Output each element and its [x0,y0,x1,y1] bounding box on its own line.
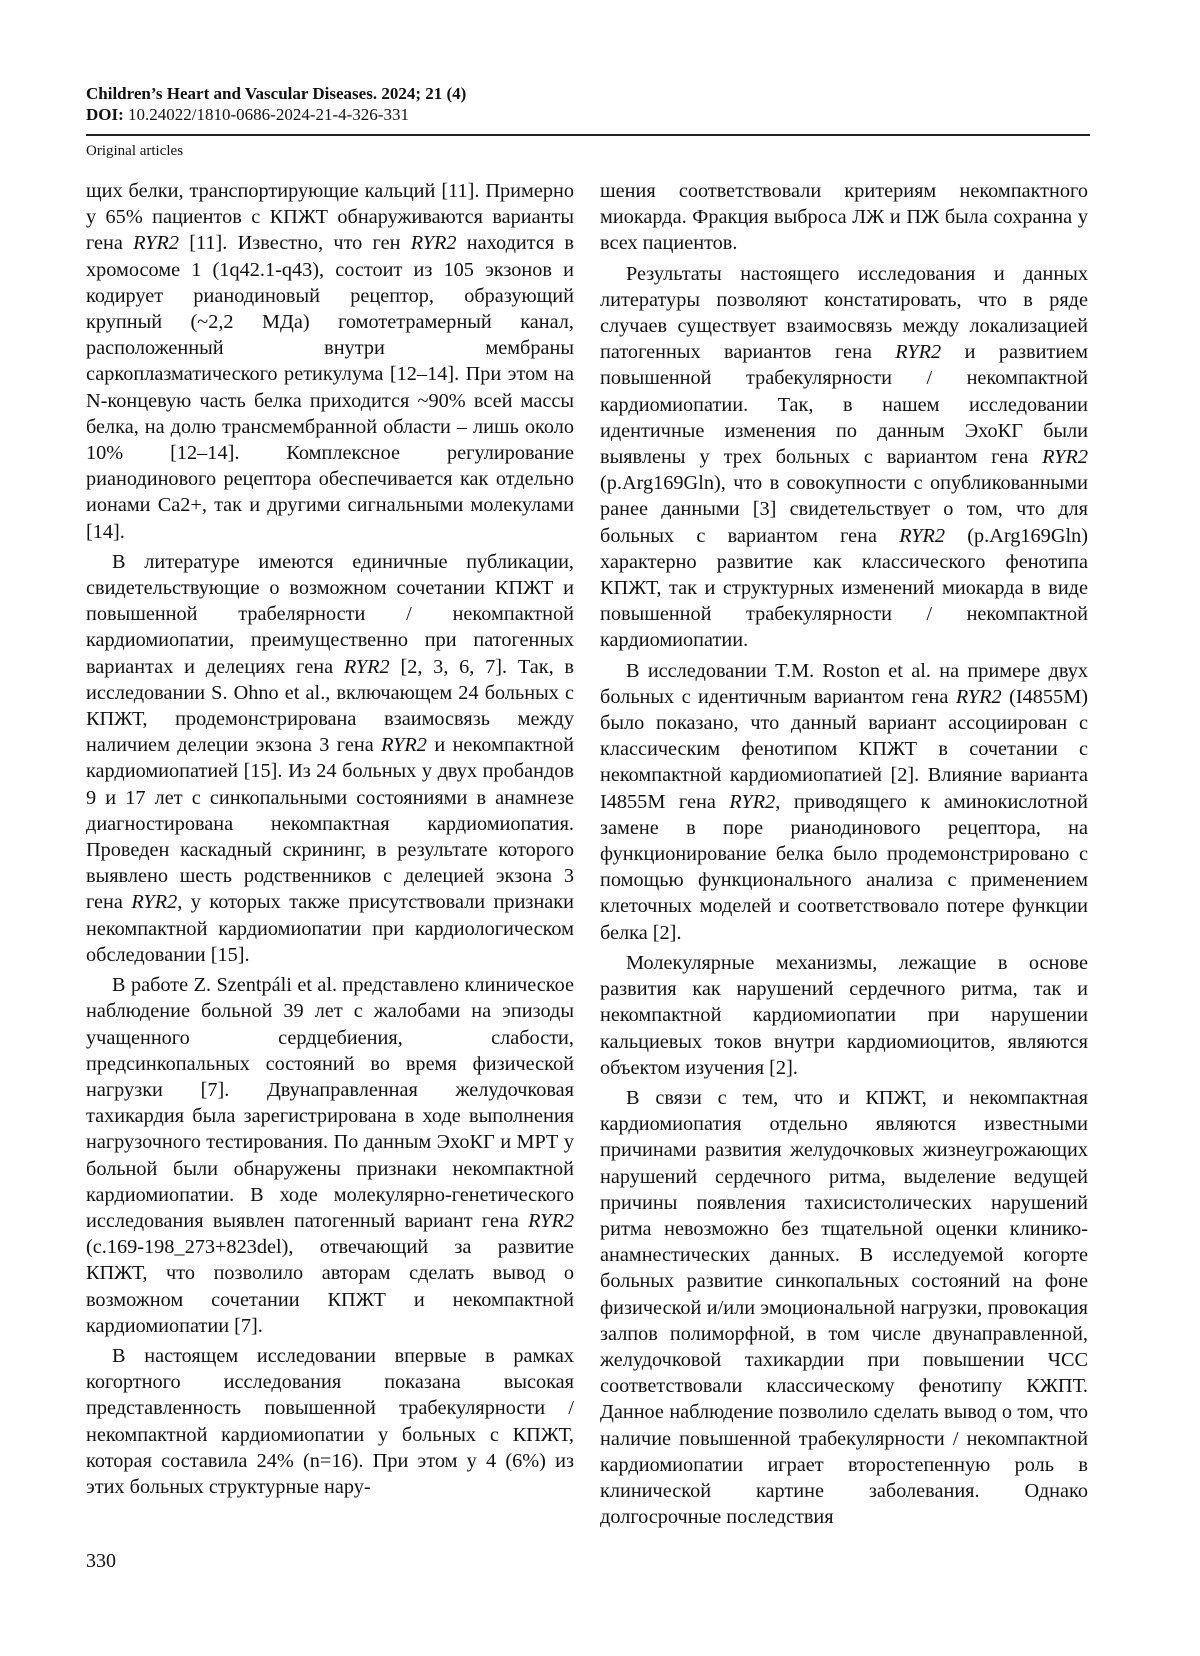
paragraph: шения соответствовали критериям некомпактного миокарда. Фракция выброса ЛЖ и ПЖ была сохранна у всех пациентов. [600,180,1088,255]
right-text-column [600,178,1088,1530]
journal-title: Children’s Heart and Vascular Diseases. 2024; 21 (4) [86,84,467,103]
paragraph: щих белки, транспортирующие кальций [11]. Примерно у 65% пациентов с КПЖТ обнаруживаются варианты гена RYR2 [11]. Известно, что ген RYR2 находится в хромосоме 1 (1q42.1-q43), состоит из 105 экзонов и кодирует рианодиновый рецептор, образующий крупный (~2,2 МДа) гомотетрамерный канал, расположенный внутри мембраны саркоплазматического ретикулума [12–14]. При этом на N-концевую часть белка приходится ~90% всей массы белка, на долю трансмембранной области – лишь около 10% [12–14]. Комплексное регулирование рианодинового рецептора обеспечивается как отдельно ионами Ca2+, так и другими сигнальными молекулами [14]. [86,180,574,543]
doi-line [86,104,1120,125]
running-header [86,83,1120,125]
section-label: Original articles [86,143,184,159]
paragraph: В настоящем исследовании впервые в рамках когортного исследования показана высокая представленность повышенной трабекулярности / некомпактной кардиомиопатии у больных с КПЖТ, которая составила 24% (n=16). При этом у 4 (6%) из этих больных структурные нару- [86,1344,574,1498]
paragraph: В связи с тем, что и КПЖТ, и некомпактная кардиомиопатия отдельно являются известными причинами развития желудочковых жизнеугрожающих нарушений сердечного ритма, выделение ведущей причины появления тахисистолических нарушений ритма невозможно без тщательной оценки клинико-анамнестических данных. В исследуемой когорте больных развитие синкопальных состояний на фоне физической и/или эмоциональной нагрузки, провокация залпов полиморфной, в том числе двунаправленной, желудочковой тахикардии при повышении ЧСС соответствовали классическому фенотипу КЖПТ. Данное наблюдение позволило сделать вывод о том, что наличие повышенной трабекулярности / некомпактной кардиомиопатии играет второстепенную роль в клинической картине заболевания. Однако долгосрочные последствия [600,1086,1088,1529]
paragraph: В литературе имеются единичные публикации, свидетельствующие о возможном сочетании КПЖТ и повышенной трабелярности / некомпактной кардиомиопатии, преимущественно при патогенных вариантах и делециях гена RYR2 [2, 3, 6, 7]. Так, в исследовании S. Ohno et al., включающем 24 больных с КПЖТ, продемонстрирована взаимосвязь между наличием делеции экзона 3 гена RYR2 и некомпактной кардиомиопатией [15]. Из 24 больных у двух пробандов 9 и 17 лет с синкопальными состояниями в анамнезе диагностирована некомпактная кардиомиопатия. Проведен каскадный скрининг, в результате которого выявлено шесть родственников с делецией экзона 3 гена RYR2, у которых также присутствовали признаки некомпактной кардиомиопатии при кардиологическом обследовании [15]. [86,550,575,966]
doi-value: 10.24022/1810-0686-2024-21-4-326-331 [123,105,409,124]
paragraph: В работе Z. Szentpáli et al. представлено клиническое наблюдение больной 39 лет с жалобами на эпизоды учащенного сердцебиения, слабости, предсинкопальных состояний во время физической нагрузки [7]. Двунаправленная желудочковая тахикардия была зарегистрирована в ходе выполнения нагрузочного тестирования. По данным ЭхоКГ и МРТ у больной были обнаружены признаки некомпактной кардиомиопатии. В ходе молекулярно-генетического исследования выявлен патогенный вариант гена RYR2 (c.169-198_273+823del), отвечающий за развитие КПЖТ, что позволило авторам сделать вывод о возможном сочетании КПЖТ и некомпактной кардиомиопатии [7]. [86,974,574,1337]
paragraph: В исследовании T.M. Roston et al. на примере двух больных с идентичным вариантом гена RYR2 (I4855M) было показано, что данный вариант ассоциирован с классическим фенотипом КПЖТ в сочетании с некомпактной кардиомиопатией [2]. Влияние варианта I4855M гена RYR2, приводящего к аминокислотной замене в поре рианодинового рецептора, на функционирование белка было продемонстрировано с помощью функционального анализа с применением клеточных моделей и соответствовало потере функции белка [2]. [600,659,1089,944]
page-number: 330 [86,1550,116,1572]
paragraph: Молекулярные механизмы, лежащие в основе развития как нарушений сердечного ритма, так и некомпактной кардиомиопатии при нарушении кальциевых токов внутри кардиомиоцитов, являются объектом изучения [2]. [600,951,1088,1079]
header-rule [86,134,1090,136]
left-text-column [86,178,574,1500]
doi-label: DOI: [86,105,124,124]
paragraph: Результаты настоящего исследования и данных литературы позволяют констатировать, что в ряде случаев существует взаимосвязь между локализацией патогенных вариантов гена RYR2 и развитием повышенной трабекулярности / некомпактной кардиомиопатии. Так, в нашем исследовании идентичные изменения по данным ЭхоКГ были выявлены у трех больных с вариантом гена RYR2 (p.Arg169Gln), что в совокупности с опубликованными ранее данными [3] свидетельствует о том, что для больных с вариантом гена RYR2 (p.Arg169Gln) характерно развитие как классического фенотипа КПЖТ, так и структурных изменений миокарда в виде повышенной трабекулярности / некомпактной кардиомиопатии. [600,262,1089,652]
